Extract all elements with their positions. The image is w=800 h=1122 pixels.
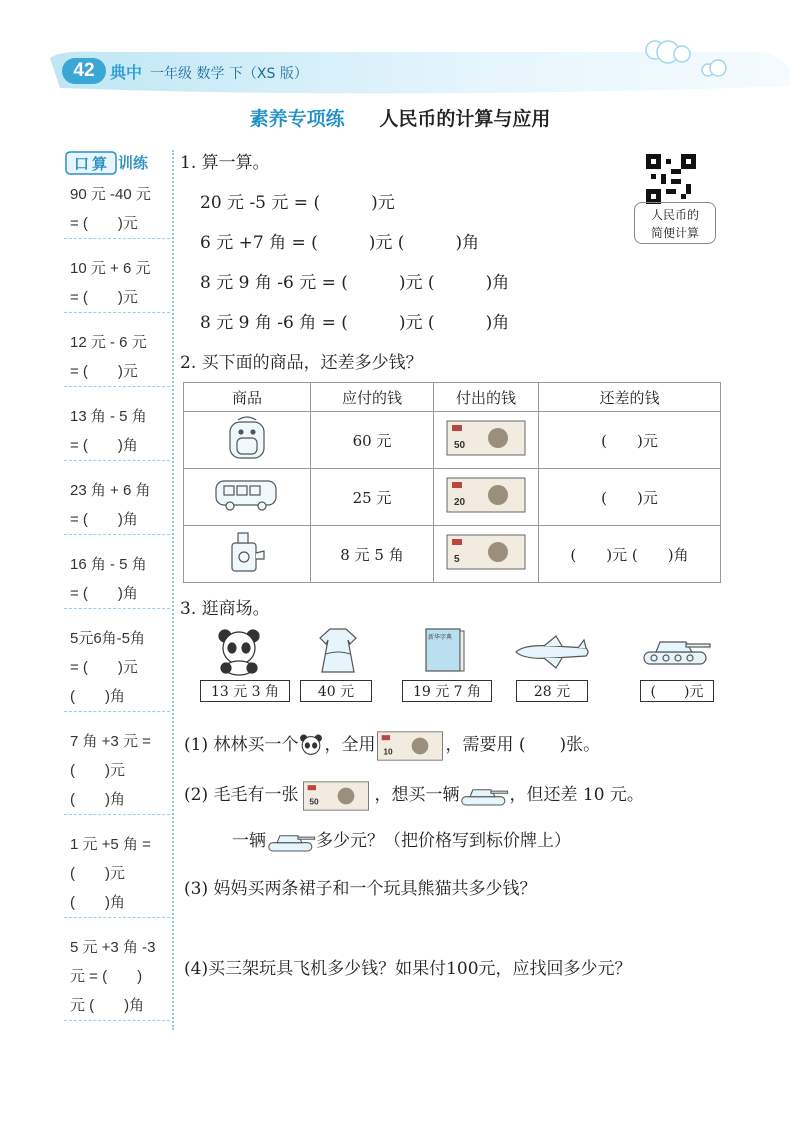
item-cell bbox=[184, 469, 311, 526]
item-cell bbox=[184, 412, 311, 469]
tank-icon bbox=[640, 634, 712, 668]
drill-line[interactable]: = ( )元 bbox=[70, 363, 138, 380]
price-cell: 60 元 bbox=[311, 412, 434, 469]
banknote-50-icon bbox=[298, 781, 374, 811]
panda-icon bbox=[298, 733, 324, 759]
banknote-5-icon bbox=[446, 534, 526, 570]
q3-sub1-text-c: ，需要用 ( )张。 bbox=[445, 735, 601, 755]
column-divider bbox=[172, 150, 174, 1030]
drill-line[interactable]: ( )角 bbox=[70, 791, 125, 808]
brand-logo: 典中 bbox=[110, 63, 143, 82]
drill-line[interactable]: ( )角 bbox=[70, 894, 125, 911]
banknote-value: 10 bbox=[383, 745, 394, 756]
drill-line[interactable]: = ( )角 bbox=[70, 511, 138, 528]
dress-icon bbox=[310, 626, 366, 676]
drill-line: 16 角 - 5 角 bbox=[70, 556, 147, 573]
banknote-value: 20 bbox=[454, 497, 466, 508]
drill-line[interactable]: = ( )元 bbox=[70, 659, 138, 676]
drill-item bbox=[64, 328, 170, 387]
price-cell: 8 元 5 角 bbox=[311, 526, 434, 583]
qr-code-icon[interactable] bbox=[646, 154, 696, 204]
svg-text:口: 口 bbox=[74, 155, 90, 173]
page-title bbox=[0, 104, 800, 131]
book-title: 一年级 数学 下（XS 版） bbox=[150, 66, 308, 82]
table-row bbox=[184, 412, 721, 469]
q3-sub2-text-d: 一辆 bbox=[232, 831, 266, 851]
drill-line: 1 元 +5 角 = bbox=[70, 836, 151, 853]
title-section-name: 素养专项练 bbox=[249, 108, 345, 130]
qr-caption bbox=[634, 202, 716, 244]
q3-sub2-text-b: ，想买一辆 bbox=[374, 785, 460, 805]
q3-heading: 3. 逛商场。 bbox=[180, 599, 270, 619]
paid-cell bbox=[434, 469, 539, 526]
drill-line: 90 元 -40 元 bbox=[70, 186, 151, 203]
drill-line[interactable]: ( )角 bbox=[70, 688, 125, 705]
drill-line[interactable]: = ( )角 bbox=[70, 437, 138, 454]
drill-line[interactable]: = ( )角 bbox=[70, 585, 138, 602]
book-icon bbox=[422, 626, 466, 674]
drill-item bbox=[64, 476, 170, 535]
price-tag-tank[interactable]: ( )元 bbox=[640, 680, 714, 702]
diff-cell[interactable]: ( )元 bbox=[539, 469, 721, 526]
shopping-table bbox=[183, 382, 721, 583]
drill-line[interactable]: = ( )元 bbox=[70, 289, 138, 306]
bus-icon bbox=[214, 477, 280, 513]
q3-sub1 bbox=[184, 730, 600, 761]
banknote-50-icon bbox=[446, 420, 526, 456]
banknote-value: 50 bbox=[309, 795, 320, 806]
drill-item bbox=[64, 933, 170, 1021]
banknote-10-icon bbox=[375, 731, 445, 761]
drill-item bbox=[64, 550, 170, 609]
drill-line: 7 角 +3 元 = bbox=[70, 733, 151, 750]
q2-heading: 2. 买下面的商品，还差多少钱？ bbox=[180, 353, 423, 373]
banknote-value: 50 bbox=[454, 440, 466, 451]
drill-line: 5 元 +3 角 -3 bbox=[70, 939, 156, 956]
item-cell bbox=[184, 526, 311, 583]
col-header: 付出的钱 bbox=[434, 383, 539, 412]
col-header: 应付的钱 bbox=[311, 383, 434, 412]
qr-caption-line-2: 简便计算 bbox=[650, 226, 699, 240]
q1-line-3: 8 元 9 角 -6 元 = ( )元 ( )角 bbox=[200, 273, 510, 293]
drill-label: 训练 bbox=[118, 154, 149, 172]
q3-sub3: (3) 妈妈买两条裙子和一个玩具熊猫共多少钱？ bbox=[184, 879, 537, 899]
diff-cell[interactable]: ( )元 ( )角 bbox=[539, 526, 721, 583]
drill-line[interactable]: ( )元 bbox=[70, 865, 125, 882]
price-tag-book: 19 元 7 角 bbox=[402, 680, 492, 702]
q1-line-1: 20 元 -5 元 = ( )元 bbox=[200, 193, 395, 213]
paid-cell bbox=[434, 526, 539, 583]
q3-sub1-text-a: (1) 林林买一个 bbox=[184, 735, 299, 755]
col-header: 还差的钱 bbox=[539, 383, 721, 412]
page-number: 42 bbox=[62, 58, 106, 84]
drill-line: 13 角 - 5 角 bbox=[70, 408, 147, 425]
drill-line[interactable]: 元 = ( ) bbox=[70, 968, 143, 985]
drill-line[interactable]: ( )元 bbox=[70, 762, 125, 779]
tank-icon bbox=[459, 784, 509, 808]
q1-heading: 1. 算一算。 bbox=[180, 153, 270, 173]
price-tag-airplane: 28 元 bbox=[516, 680, 588, 702]
q3-sub2-text-e: 多少元？（把价格写到标价牌上） bbox=[316, 831, 571, 851]
diff-cell[interactable]: ( )元 bbox=[539, 412, 721, 469]
drill-item bbox=[64, 727, 170, 815]
q1-line-2: 6 元 +7 角 = ( )元 ( )角 bbox=[200, 233, 480, 253]
q1-line-4: 8 元 9 角 -6 角 = ( )元 ( )角 bbox=[200, 313, 510, 333]
drill-line: 23 角 + 6 角 bbox=[70, 482, 151, 499]
banknote-value: 5 bbox=[454, 554, 460, 565]
price-tag-panda: 13 元 3 角 bbox=[200, 680, 290, 702]
drill-item bbox=[64, 402, 170, 461]
drill-line: 5元6角-5角 bbox=[70, 630, 146, 647]
qr-caption-line-1: 人民币的 bbox=[650, 208, 699, 222]
q3-sub2 bbox=[184, 780, 644, 811]
pencil-sharpener-icon bbox=[224, 529, 270, 575]
banknote-20-icon bbox=[446, 477, 526, 513]
airplane-icon bbox=[514, 634, 590, 670]
drill-line: 12 元 - 6 元 bbox=[70, 334, 147, 351]
price-tag-dress: 40 元 bbox=[300, 680, 372, 702]
q3-sub1-text-b: ，全用 bbox=[324, 735, 376, 755]
drill-item bbox=[64, 180, 170, 239]
drill-line: 10 元 + 6 元 bbox=[70, 260, 151, 277]
table-header-row bbox=[184, 383, 721, 412]
drill-item bbox=[64, 830, 170, 918]
q3-sub2-text-a: (2) 毛毛有一张 bbox=[184, 785, 299, 805]
col-header: 商品 bbox=[184, 383, 311, 412]
title-topic: 人民币的计算与应用 bbox=[379, 108, 551, 130]
drill-line[interactable]: 元 ( )角 bbox=[70, 997, 145, 1014]
q3-sub4: (4)买三架玩具飞机多少钱？如果付100元，应找回多少元？ bbox=[184, 959, 632, 979]
q3-sub2-line2 bbox=[232, 826, 571, 854]
table-row bbox=[184, 526, 721, 583]
paid-cell bbox=[434, 412, 539, 469]
tank-icon bbox=[266, 830, 316, 854]
svg-text:算: 算 bbox=[92, 155, 108, 173]
drill-item bbox=[64, 624, 170, 712]
q3-sub2-text-c: ，但还差 10 元。 bbox=[509, 785, 644, 805]
price-cell: 25 元 bbox=[311, 469, 434, 526]
panda-icon bbox=[214, 626, 264, 676]
book-cover-text: 新华字典 bbox=[428, 634, 453, 641]
backpack-icon bbox=[224, 414, 270, 462]
drill-line[interactable]: = ( )元 bbox=[70, 215, 138, 232]
table-row bbox=[184, 469, 721, 526]
drill-item bbox=[64, 254, 170, 313]
